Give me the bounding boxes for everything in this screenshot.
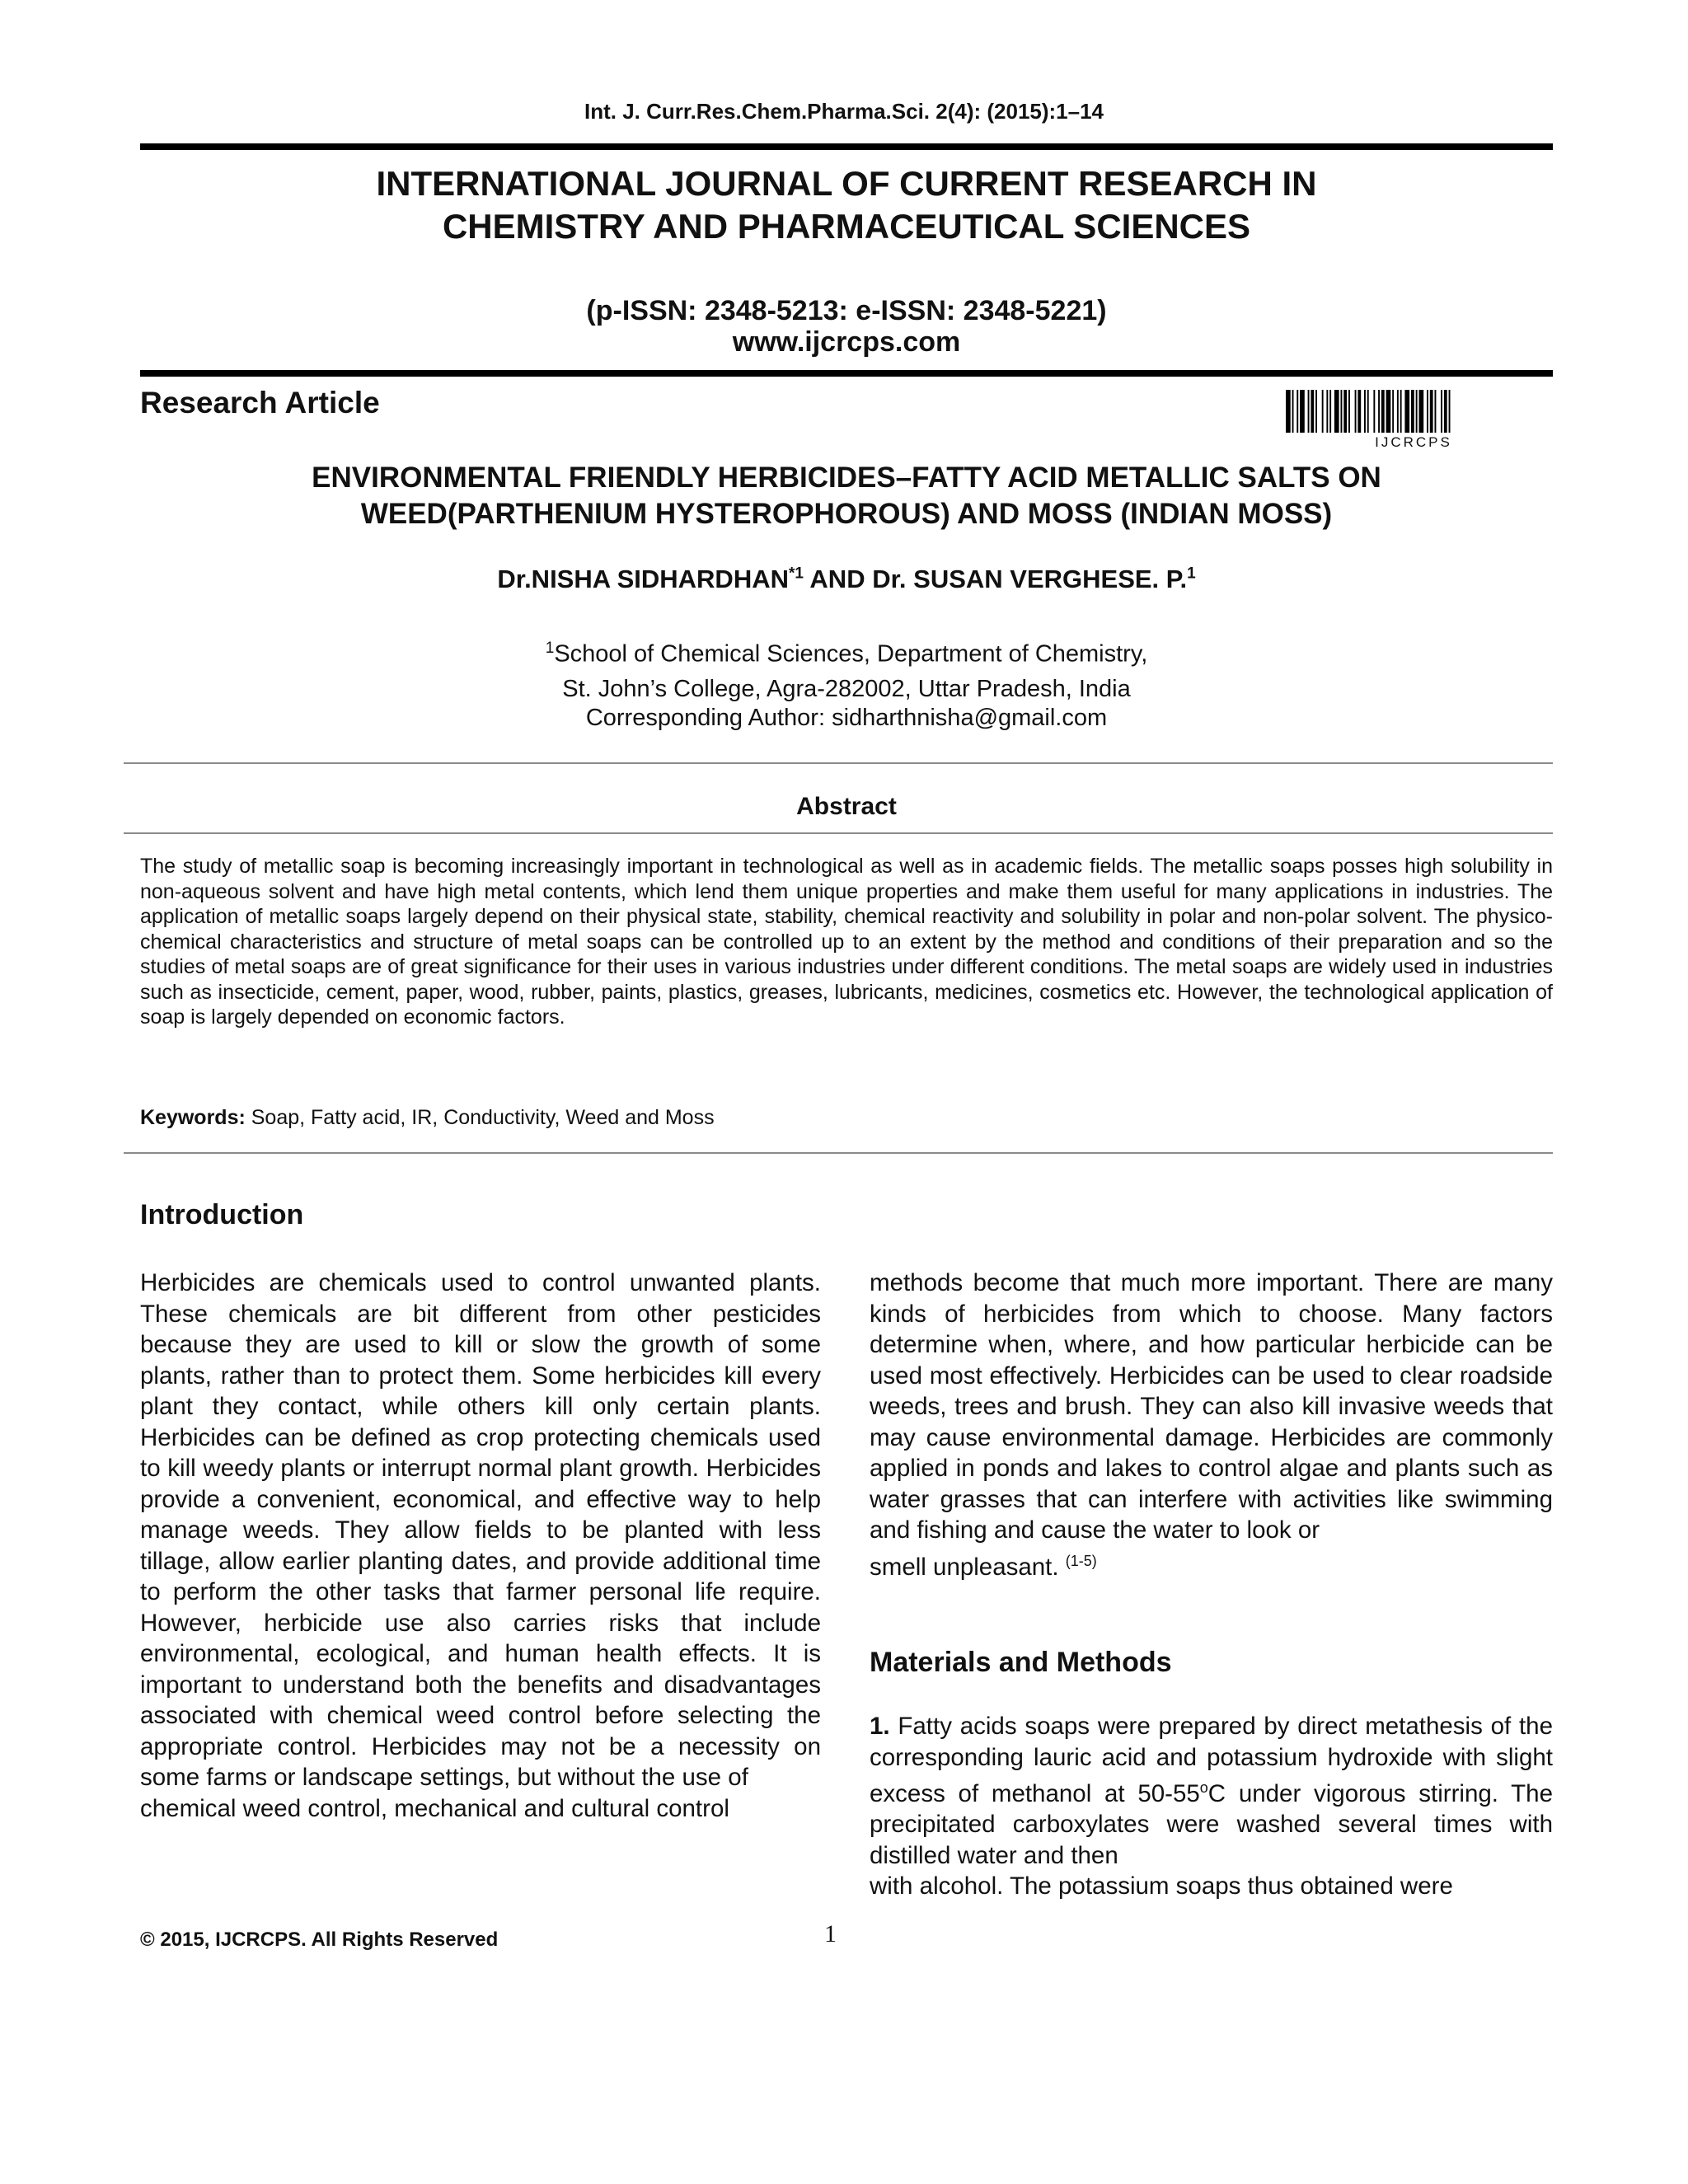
article-title (140, 460, 1553, 532)
methods-text (870, 1711, 1553, 1902)
keywords-list: Soap, Fatty acid, IR, Conductivity, Weed and Moss (245, 1106, 715, 1129)
introduction-heading: Introduction (140, 1199, 304, 1230)
page-number: 1 (824, 1920, 837, 1947)
introduction-right-column (870, 1268, 1553, 1582)
methods-last-line: with alcohol. The potassium soaps thus obtained were (870, 1872, 1453, 1900)
section-rule (124, 1152, 1553, 1154)
running-head: Int. J. Curr.Res.Chem.Pharma.Sci. 2(4): (2015):1–14 (584, 99, 1104, 124)
journal-title (140, 162, 1553, 248)
keywords-label: Keywords: (140, 1106, 246, 1129)
keywords (140, 1106, 715, 1130)
introduction-left-column (140, 1268, 821, 1824)
author-2-affiliation-mark: 1 (1187, 565, 1196, 583)
methods-heading: Materials and Methods (870, 1647, 1172, 1678)
affiliation-line1: School of Chemical Sciences, Department of Chemistry, (554, 640, 1148, 668)
introduction-right-last-text: smell unpleasant. (870, 1553, 1066, 1581)
methods-text-part2: C under vigorous stirring. The precipitated carboxylates were washed several times with distilled water and then (870, 1779, 1553, 1869)
methods-item-number: 1. (870, 1713, 890, 1740)
introduction-right-last-line (870, 1546, 1553, 1582)
barcode-caption: IJCRCPS (1375, 434, 1452, 450)
affiliation (140, 631, 1553, 706)
affiliation-mark: 1 (545, 640, 555, 657)
barcode-icon (1286, 390, 1541, 433)
journal-title-line2: CHEMISTRY AND PHARMACEUTICAL SCIENCES (442, 207, 1251, 246)
affiliation-line2: St. John’s College, Agra-282002, Uttar Pradesh, India (562, 675, 1131, 702)
author-1-affiliation-mark: *1 (788, 565, 804, 583)
introduction-left-text: Herbicides are chemicals used to control unwanted plants. These chemicals are bit different from other pesticides because they are used to kill or slow the growth of some plants, rather than to protect them. Some herbicides kill every plant they contact, while others kill only certain plants. Herbicides can be defined as crop protecting chemicals used to kill weedy plants or interrupt normal plant growth. Herbicides provide a convenient, economical, and effective way to help manage weeds. They allow fields to be planted with less tillage, allow earlier planting dates, and provide additional time to perform the other tasks that farmer personal life require. However, herbicide use also carries risks that include environmental, ecological, and human health effects. It is important to understand both the benefits and disadvantages associated with chemical weed control before selecting the appropriate control. Herbicides may not be a necessity on some farms or landscape settings, but without the use of (140, 1269, 821, 1791)
corresponding-author: Corresponding Author: sidharthnisha@gmail.com (585, 705, 1108, 731)
abstract-text: The study of metallic soap is becoming increasingly important in technological as well as in academic fields. The metallic soaps posses high solubility in non-aqueous solvent and have high metal contents, which lend them unique properties and make them useful for many applications in industries. The application of metallic soaps largely depend on their physical state, stability, chemical reactivity and solubility in polar and non-polar solvent. The physico-chemical characteristics and structure of metal soaps can be controlled up to an extent by the method and conditions of their preparation and so the studies of metal soaps are of great significance for their uses in various industries under different conditions. The metal soaps are widely used in industries such as insecticide, cement, paper, wood, rubber, paints, plastics, greases, lubricants, medicines, cosmetics etc. However, the technological application of soap is largely depended on economic factors. (140, 855, 1553, 1029)
introduction-right-text: methods become that much more important. There are many kinds of herbicides from which to choose. Many factors determine when, where, and how particular herbicide can be used most effectively. Herbicides can be used to clear roadside weeds, trees and brush. They can also kill invasive weeds that may cause environmental damage. Herbicides are commonly applied in ponds and lakes to control algae and plants such as water grasses that can interfere with activities like swimming and fishing and cause the water to look or (870, 1269, 1553, 1544)
footer-copyright: © 2015, IJCRCPS. All Rights Reserved (140, 1929, 499, 1951)
journal-website-link[interactable]: www.ijcrcps.com (732, 326, 961, 358)
author-list (140, 565, 1553, 594)
header-rule-bottom (140, 370, 1553, 377)
journal-title-line1: INTERNATIONAL JOURNAL OF CURRENT RESEARCH IN (376, 164, 1317, 203)
author-2: AND Dr. SUSAN VERGHESE. P. (803, 565, 1188, 593)
article-title-line1: ENVIRONMENTAL FRIENDLY HERBICIDES–FATTY ACID METALLIC SALTS ON (312, 462, 1381, 494)
issn-block (140, 295, 1553, 358)
degree-mark: o (1199, 1779, 1208, 1796)
issn: (p-ISSN: 2348-5213: e-ISSN: 2348-5221) (586, 295, 1107, 326)
abstract-rule-bottom (124, 832, 1553, 834)
author-1: Dr.NISHA SIDHARDHAN (497, 565, 789, 593)
article-type-label: Research Article (140, 386, 380, 419)
abstract-heading: Abstract (796, 793, 897, 820)
abstract-rule-top (124, 762, 1553, 764)
methods-text-part1: Fatty acids soaps were prepared by direct metathesis of the corresponding lauric acid and potassium hydroxide with slight excess of methanol at 50-55 (870, 1713, 1553, 1807)
introduction-left-last-line: chemical weed control, mechanical and cultural control (140, 1794, 729, 1822)
header-rule-top (140, 143, 1553, 150)
article-title-line2: WEED(PARTHENIUM HYSTEROPHOROUS) AND MOSS (INDIAN MOSS) (360, 498, 1333, 530)
citation-mark: (1-5) (1065, 1552, 1097, 1569)
